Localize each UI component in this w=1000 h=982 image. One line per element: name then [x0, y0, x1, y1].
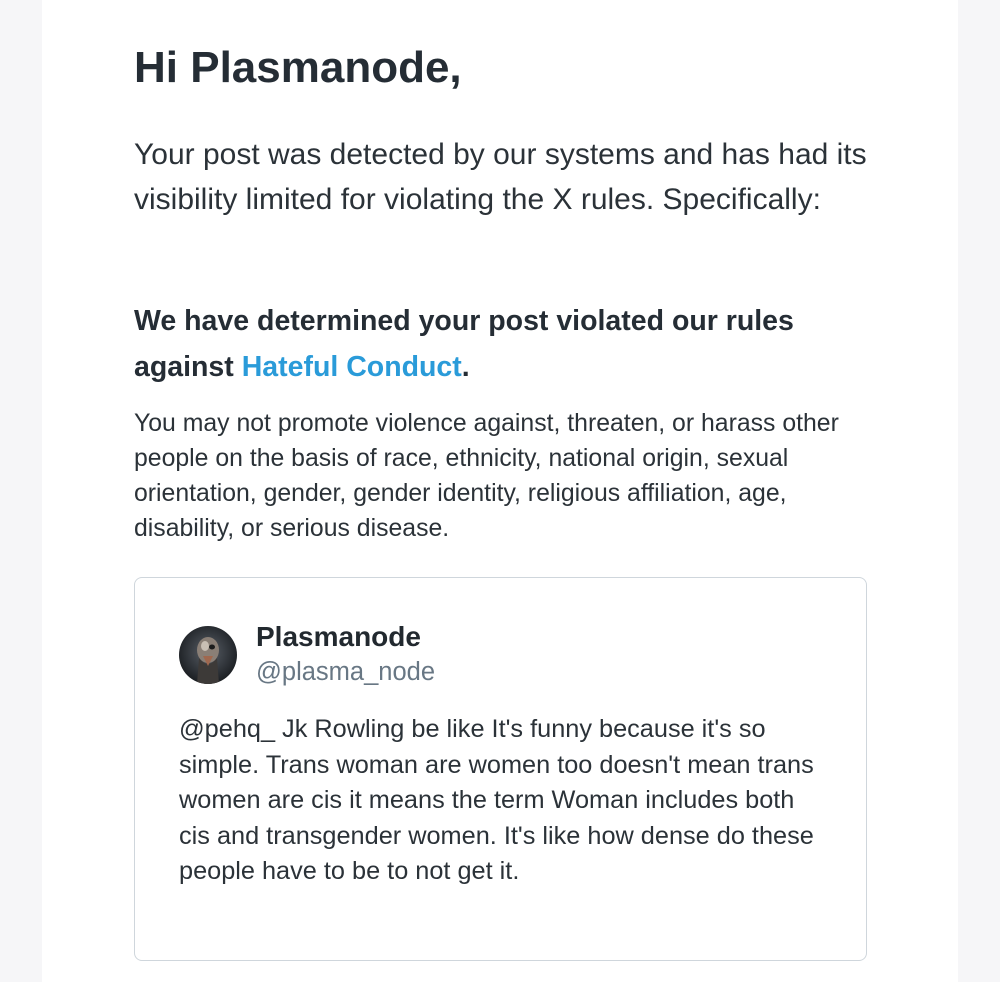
violation-suffix: .: [461, 351, 470, 383]
intro-paragraph: Your post was detected by our systems and has had its visibility limited for violating the X rules. Specifically:: [134, 138, 867, 216]
hateful-conduct-link[interactable]: Hateful Conduct: [241, 351, 462, 383]
violation-prefix: We have determined your post violated our rules against: [134, 305, 794, 383]
post-author-handle: @plasma_node: [256, 658, 435, 686]
avatar-icon: [179, 626, 237, 684]
greeting-heading: Hi Plasmanode,: [134, 43, 462, 92]
policy-description: You may not promote violence against, threaten, or harass other people on the basis of race, ethnicity, national origin, sexual orientation, gender, gender identity, religious affiliation, age, disability, or serious disease.: [134, 410, 839, 542]
violation-statement: [134, 298, 868, 390]
post-author-name: Plasmanode: [256, 621, 421, 652]
post-text: @pehq_ Jk Rowling be like It's funny because it's so simple. Trans woman are women too doesn't mean trans women are cis it means the term Woman includes both cis and transgender women. It's like how dense do these people have to be to not get it.: [179, 715, 814, 885]
email-page: [42, 0, 958, 982]
reported-post-card[interactable]: [134, 577, 867, 961]
